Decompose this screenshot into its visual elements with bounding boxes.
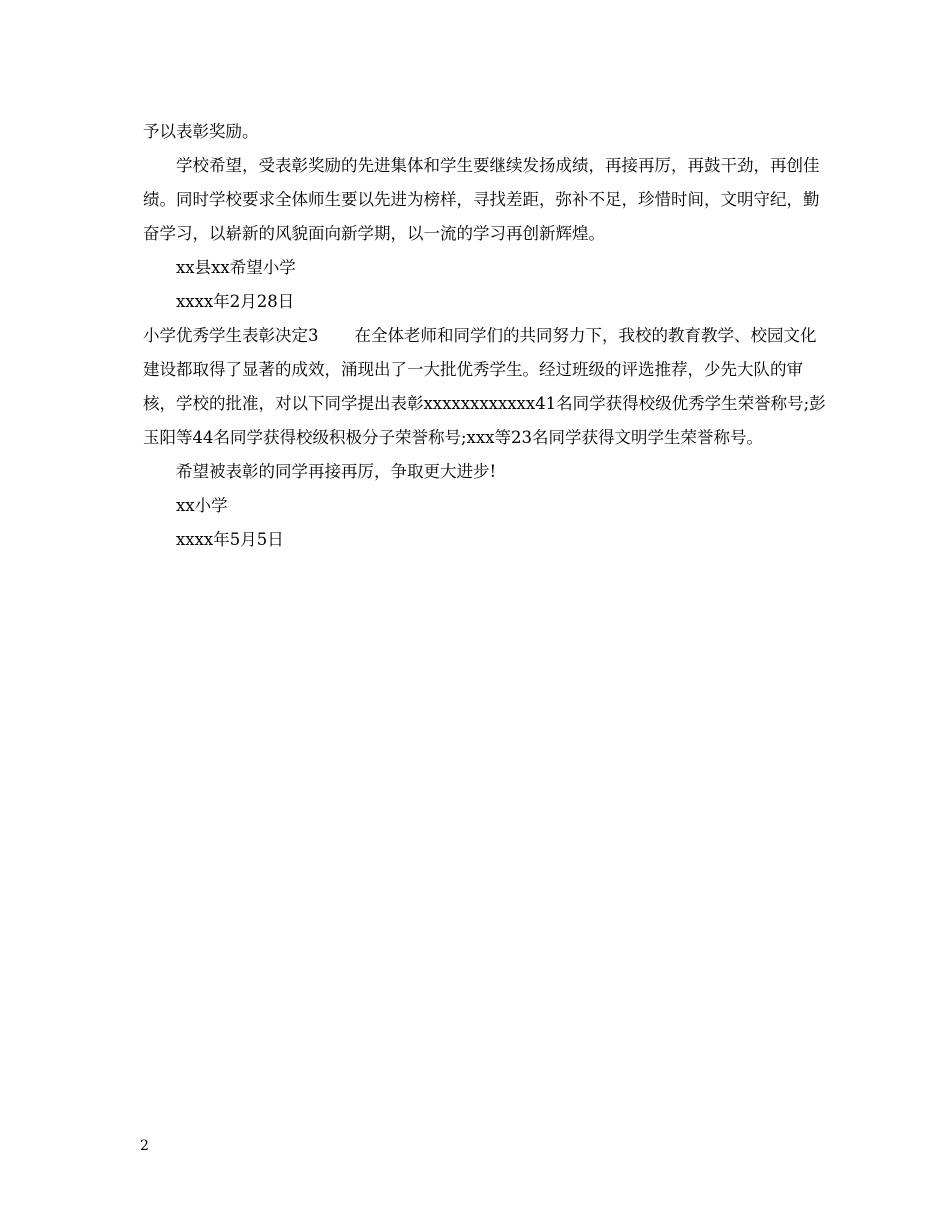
section-3-body: 在全体老师和同学们的共同努力下，我校的教育教学、校园文化建设都取得了显著的成效，涌现出了一大批优秀学生。经过班级的评选推荐，少先大队的审核，学校的批准，对以下同学提出表彰xxxxxxxxxxxx41名同学获得校级优秀学生荣誉称号;彭玉阳等44名同学获得校级积极分子荣誉称号;xxx等23名同学获得文明学生荣誉称号。 [143,326,826,447]
signature-date-1: xxxx年2月28日 [176,292,295,311]
signature-org-1: xx县xx希望小学 [176,258,296,277]
signature-org-2: xx小学 [176,496,228,515]
paragraph-school-hope: 学校希望，受表彰奖励的先进集体和学生要继续发扬成绩，再接再厉，再鼓干劲，再创佳绩。同时学校要求全体师生要以先进为榜样，寻找差距，弥补不足，珍惜时间，文明守纪，勤奋学习，以崭新的风貌面向新学期，以一流的学习再创新辉煌。 [143,156,820,243]
document-body [143,115,828,557]
section-3-paragraph [143,319,828,455]
signature-date-2: xxxx年5月5日 [176,530,284,549]
page-number: 2 [140,1138,149,1154]
paragraph-continuation: 予以表彰奖励。 [143,122,259,141]
paragraph-closing: 希望被表彰的同学再接再厉，争取更大进步! [176,462,497,481]
section-3-title: 小学优秀学生表彰决定3 [143,326,319,345]
